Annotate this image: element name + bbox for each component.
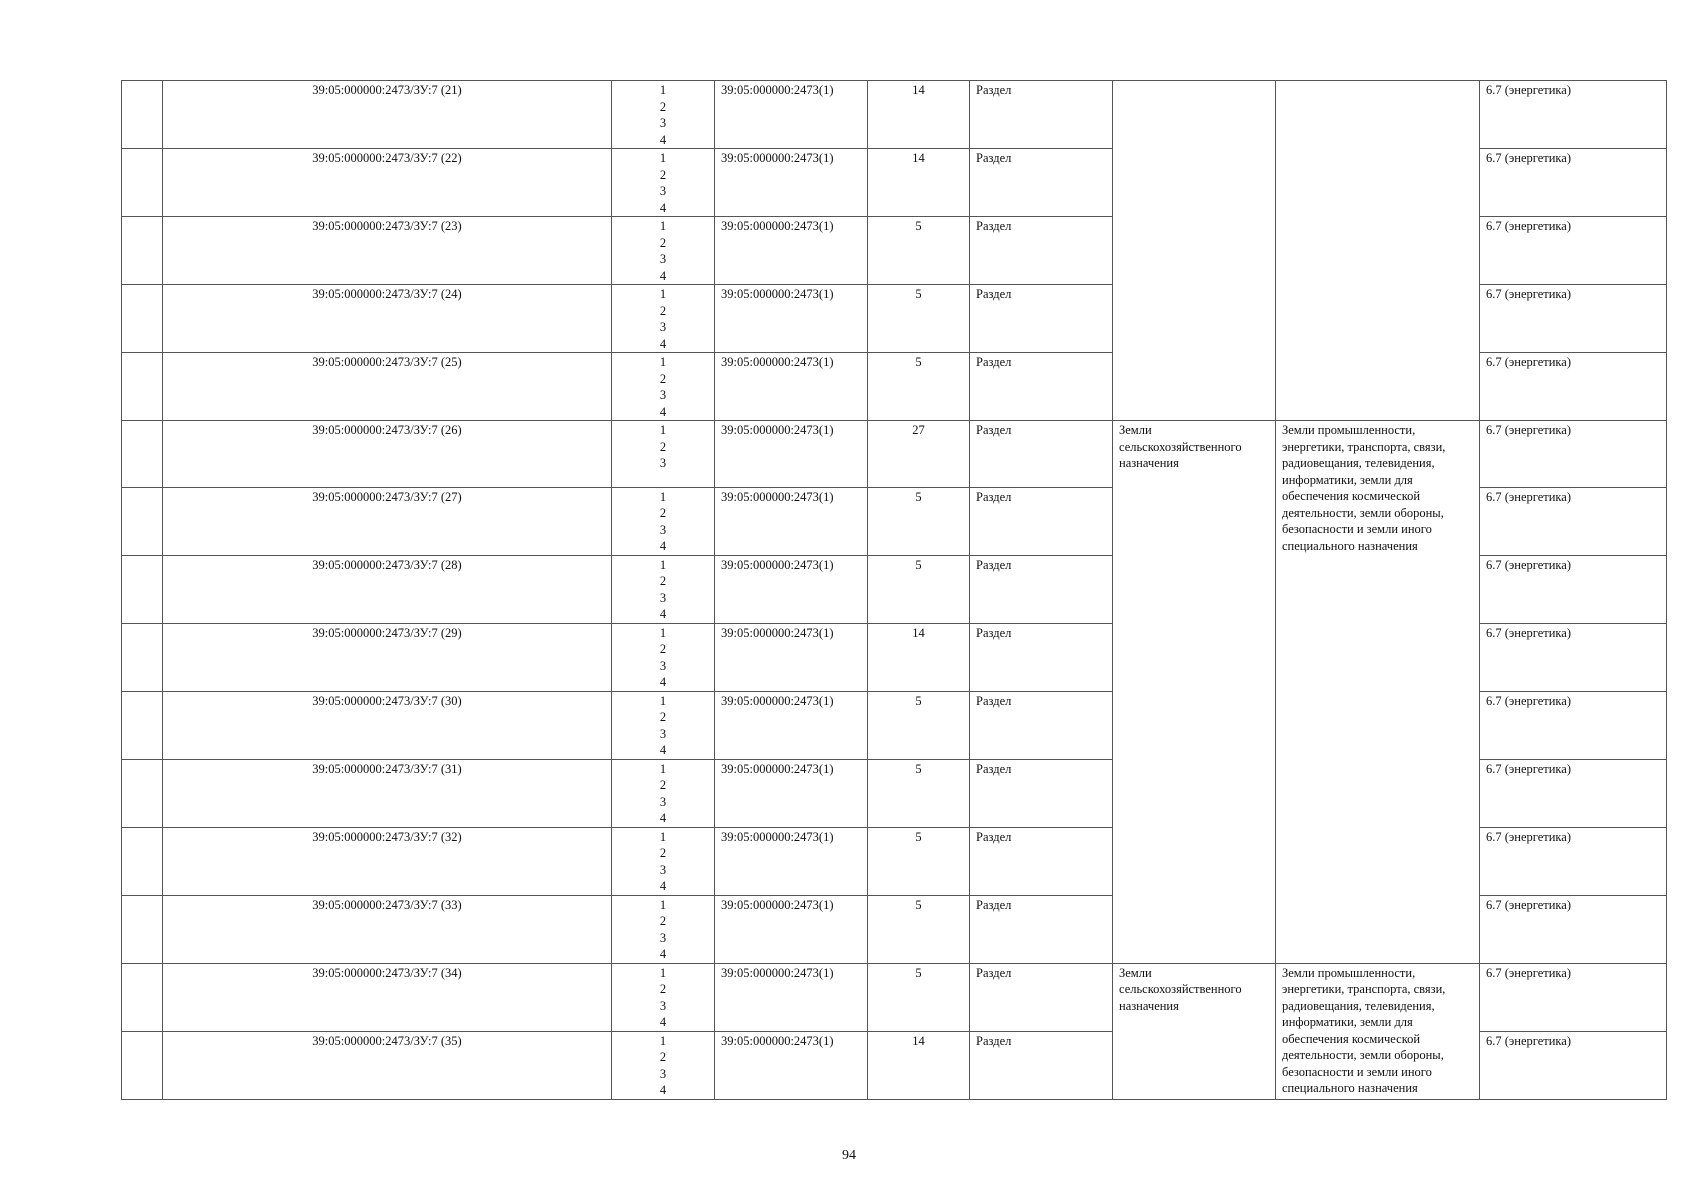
part-number: 3: [659, 116, 667, 130]
formation-method-cell: Раздел: [970, 1031, 1113, 1099]
land-category-target-cell: Земли промышленности, энергетики, транспорта, связи, радиовещания, телевидения, информатики, земли для обеспечения космической деятельности, земли обороны, безопасности и земли иного специального назначения: [1276, 963, 1480, 1099]
part-number: 2: [659, 371, 667, 386]
parts-cell: [612, 1031, 715, 1099]
part-number: 4: [659, 132, 667, 147]
parent-plot-cell: 39:05:000000:2473(1): [715, 895, 868, 963]
row-index-cell: [122, 353, 163, 421]
row-index-cell: [122, 759, 163, 827]
part-number: 4: [659, 1015, 667, 1029]
part-number: 3: [659, 590, 667, 605]
area-cell: 27: [868, 421, 970, 488]
area-cell: 14: [868, 1031, 970, 1099]
part-number: 3: [659, 184, 667, 198]
cadastral-number-cell: 39:05:000000:2473/ЗУ:7 (23): [163, 217, 612, 285]
parent-plot-cell: 39:05:000000:2473(1): [715, 81, 868, 149]
table-row: [122, 963, 1667, 1031]
row-index-cell: [122, 421, 163, 488]
part-number: 1: [659, 965, 667, 980]
part-number: 4: [659, 404, 667, 419]
area-cell: 5: [868, 895, 970, 963]
area-cell: 5: [868, 285, 970, 353]
cadastral-number-cell: 39:05:000000:2473/ЗУ:7 (26): [163, 421, 612, 488]
permitted-use-cell: 6.7 (энергетика): [1480, 421, 1667, 488]
part-number: 3: [659, 794, 667, 809]
parts-cell: [612, 353, 715, 421]
parts-cell: [612, 827, 715, 895]
area-cell: 5: [868, 759, 970, 827]
formation-method-cell: Раздел: [970, 353, 1113, 421]
part-number: 2: [659, 506, 667, 520]
parts-cell: [612, 285, 715, 353]
row-index-cell: [122, 285, 163, 353]
part-number: 2: [659, 235, 667, 250]
cadastral-number-cell: 39:05:000000:2473/ЗУ:7 (32): [163, 827, 612, 895]
parent-plot-cell: 39:05:000000:2473(1): [715, 555, 868, 623]
parts-cell: [612, 487, 715, 555]
land-category-existing-cell: Земли сельскохозяйственного назначения: [1113, 963, 1276, 1099]
part-number: 1: [659, 1033, 667, 1048]
part-number: 2: [659, 99, 667, 114]
part-number: 4: [659, 1083, 667, 1097]
part-number: 4: [659, 675, 667, 689]
area-cell: 5: [868, 217, 970, 285]
area-cell: 5: [868, 691, 970, 759]
area-cell: 5: [868, 555, 970, 623]
area-cell: 14: [868, 81, 970, 149]
part-number: 3: [659, 320, 667, 334]
part-number: 4: [659, 743, 667, 757]
cadastral-number-cell: 39:05:000000:2473/ЗУ:7 (33): [163, 895, 612, 963]
row-index-cell: [122, 555, 163, 623]
formation-method-cell: Раздел: [970, 895, 1113, 963]
part-number: 4: [659, 336, 667, 351]
area-cell: 5: [868, 487, 970, 555]
cadastral-number-cell: 39:05:000000:2473/ЗУ:7 (31): [163, 759, 612, 827]
area-cell: 5: [868, 353, 970, 421]
part-number: 3: [659, 252, 667, 266]
row-index-cell: [122, 81, 163, 149]
part-number: 1: [659, 761, 667, 776]
permitted-use-cell: 6.7 (энергетика): [1480, 759, 1667, 827]
cadastral-number-cell: 39:05:000000:2473/ЗУ:7 (35): [163, 1031, 612, 1099]
area-cell: 5: [868, 963, 970, 1031]
parent-plot-cell: 39:05:000000:2473(1): [715, 1031, 868, 1099]
parts-cell: [612, 81, 715, 149]
parts-cell: [612, 149, 715, 217]
row-index-cell: [122, 691, 163, 759]
parts-cell: [612, 217, 715, 285]
cadastral-number-cell: 39:05:000000:2473/ЗУ:7 (25): [163, 353, 612, 421]
part-number: 2: [659, 846, 667, 860]
parent-plot-cell: 39:05:000000:2473(1): [715, 149, 868, 217]
land-category-target-cell: [1276, 81, 1480, 421]
formation-method-cell: Раздел: [970, 691, 1113, 759]
parent-plot-cell: 39:05:000000:2473(1): [715, 353, 868, 421]
row-index-cell: [122, 623, 163, 691]
part-number: 4: [659, 811, 667, 825]
part-number: 3: [659, 522, 667, 537]
part-number: 2: [659, 1050, 667, 1064]
part-number: 4: [659, 607, 667, 621]
row-index-cell: [122, 1031, 163, 1099]
permitted-use-cell: 6.7 (энергетика): [1480, 81, 1667, 149]
parts-cell: [612, 421, 715, 488]
permitted-use-cell: 6.7 (энергетика): [1480, 1031, 1667, 1099]
parent-plot-cell: 39:05:000000:2473(1): [715, 691, 868, 759]
land-category-target-cell: Земли промышленности, энергетики, транспорта, связи, радиовещания, телевидения, информатики, земли для обеспечения космической деятельности, земли обороны, безопасности и земли иного специального назначения: [1276, 421, 1480, 964]
part-number: 2: [659, 167, 667, 182]
part-number: 1: [659, 829, 667, 844]
parent-plot-cell: 39:05:000000:2473(1): [715, 285, 868, 353]
permitted-use-cell: 6.7 (энергетика): [1480, 285, 1667, 353]
land-category-existing-cell: Земли сельскохозяйственного назначения: [1113, 421, 1276, 964]
row-index-cell: [122, 827, 163, 895]
formation-method-cell: Раздел: [970, 285, 1113, 353]
part-number: 3: [659, 388, 667, 402]
part-number: 3: [659, 658, 667, 673]
parent-plot-cell: 39:05:000000:2473(1): [715, 827, 868, 895]
formation-method-cell: Раздел: [970, 827, 1113, 895]
part-number: 3: [659, 998, 667, 1013]
area-cell: 5: [868, 827, 970, 895]
permitted-use-cell: 6.7 (энергетика): [1480, 353, 1667, 421]
table-row: [122, 421, 1667, 488]
part-number: 1: [659, 83, 667, 97]
cadastral-number-cell: 39:05:000000:2473/ЗУ:7 (29): [163, 623, 612, 691]
parts-cell: [612, 623, 715, 691]
part-number: 2: [659, 574, 667, 588]
parent-plot-cell: 39:05:000000:2473(1): [715, 487, 868, 555]
part-number: 4: [659, 947, 667, 961]
land-plots-table: [121, 80, 1667, 1100]
part-number: 3: [659, 726, 667, 741]
part-number: 3: [659, 456, 667, 470]
permitted-use-cell: 6.7 (энергетика): [1480, 623, 1667, 691]
part-number: 3: [659, 862, 667, 877]
row-index-cell: [122, 149, 163, 217]
cadastral-number-cell: 39:05:000000:2473/ЗУ:7 (34): [163, 963, 612, 1031]
permitted-use-cell: 6.7 (энергетика): [1480, 963, 1667, 1031]
permitted-use-cell: 6.7 (энергетика): [1480, 487, 1667, 555]
part-number: 2: [659, 439, 667, 454]
part-number: 1: [659, 219, 667, 233]
formation-method-cell: Раздел: [970, 81, 1113, 149]
cadastral-number-cell: 39:05:000000:2473/ЗУ:7 (24): [163, 285, 612, 353]
parent-plot-cell: 39:05:000000:2473(1): [715, 623, 868, 691]
part-number: 2: [659, 914, 667, 928]
parts-cell: [612, 691, 715, 759]
part-number: 1: [659, 489, 667, 504]
part-number: 2: [659, 303, 667, 318]
part-number: 1: [659, 693, 667, 708]
part-number: 1: [659, 557, 667, 572]
part-number: 1: [659, 625, 667, 640]
part-number: 2: [659, 710, 667, 724]
parent-plot-cell: 39:05:000000:2473(1): [715, 217, 868, 285]
permitted-use-cell: 6.7 (энергетика): [1480, 827, 1667, 895]
row-index-cell: [122, 487, 163, 555]
part-number: 4: [659, 879, 667, 893]
permitted-use-cell: 6.7 (энергетика): [1480, 691, 1667, 759]
part-number: 1: [659, 151, 667, 165]
formation-method-cell: Раздел: [970, 555, 1113, 623]
cadastral-number-cell: 39:05:000000:2473/ЗУ:7 (30): [163, 691, 612, 759]
page-number: 94: [842, 1148, 856, 1163]
formation-method-cell: Раздел: [970, 217, 1113, 285]
row-index-cell: [122, 895, 163, 963]
area-cell: 14: [868, 149, 970, 217]
parts-cell: [612, 759, 715, 827]
row-index-cell: [122, 963, 163, 1031]
parent-plot-cell: 39:05:000000:2473(1): [715, 421, 868, 488]
parent-plot-cell: 39:05:000000:2473(1): [715, 759, 868, 827]
area-cell: 14: [868, 623, 970, 691]
cadastral-number-cell: 39:05:000000:2473/ЗУ:7 (28): [163, 555, 612, 623]
cadastral-number-cell: 39:05:000000:2473/ЗУ:7 (27): [163, 487, 612, 555]
permitted-use-cell: 6.7 (энергетика): [1480, 895, 1667, 963]
part-number: 4: [659, 539, 667, 553]
formation-method-cell: Раздел: [970, 759, 1113, 827]
permitted-use-cell: 6.7 (энергетика): [1480, 555, 1667, 623]
part-number: 2: [659, 642, 667, 656]
formation-method-cell: Раздел: [970, 487, 1113, 555]
cadastral-number-cell: 39:05:000000:2473/ЗУ:7 (21): [163, 81, 612, 149]
part-number: 4: [659, 268, 667, 283]
parts-cell: [612, 963, 715, 1031]
permitted-use-cell: 6.7 (энергетика): [1480, 217, 1667, 285]
formation-method-cell: Раздел: [970, 623, 1113, 691]
parent-plot-cell: 39:05:000000:2473(1): [715, 963, 868, 1031]
part-number: 1: [659, 897, 667, 912]
part-number: 1: [659, 287, 667, 301]
permitted-use-cell: 6.7 (энергетика): [1480, 149, 1667, 217]
part-number: 3: [659, 930, 667, 945]
part-number: 1: [659, 355, 667, 369]
cadastral-number-cell: 39:05:000000:2473/ЗУ:7 (22): [163, 149, 612, 217]
parts-cell: [612, 555, 715, 623]
row-index-cell: [122, 217, 163, 285]
part-number: 1: [659, 423, 667, 437]
part-number: 3: [659, 1066, 667, 1081]
table-body: [122, 81, 1667, 1100]
formation-method-cell: Раздел: [970, 149, 1113, 217]
formation-method-cell: Раздел: [970, 421, 1113, 488]
part-number: 4: [659, 200, 667, 215]
part-number: 2: [659, 778, 667, 792]
formation-method-cell: Раздел: [970, 963, 1113, 1031]
table-row: [122, 81, 1667, 149]
parts-cell: [612, 895, 715, 963]
part-number: 2: [659, 982, 667, 996]
land-category-existing-cell: [1113, 81, 1276, 421]
